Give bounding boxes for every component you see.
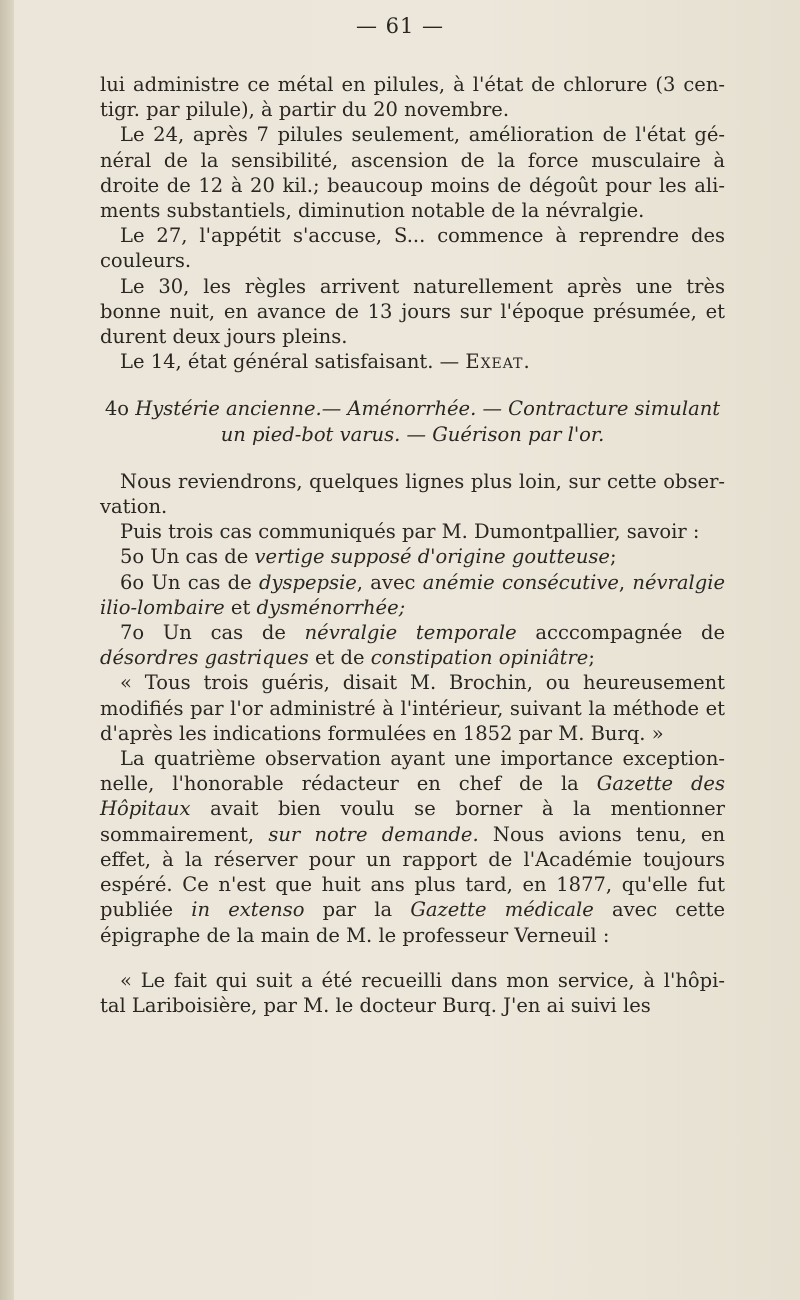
page-text (100, 72, 725, 1018)
italic-run: Gazette médicale (410, 898, 594, 922)
text-run: avait bien voulu se borner à la mentionner sommairement, (100, 797, 725, 846)
page-number: — 61 — (355, 14, 445, 38)
text-run: , (618, 570, 633, 594)
case-item-5 (100, 544, 725, 569)
italic-run: dysménorrhée; (256, 595, 406, 619)
paragraph: Le 27, l'appétit s'accuse, S... commence à reprendre des couleurs. (100, 224, 725, 273)
text-run: 5o Un cas de (120, 545, 255, 569)
paragraph: Le 24, après 7 pilules seulement, amélioration de l'état gé- néral de la sensibilité, ascension de la force musculaire à droite de 12 à 20 kil.; beaucoup moins de dégoût pour les ali- ments substantiels, diminution notable de la névralgie. (100, 123, 725, 223)
text-run: 6o Un cas de (120, 570, 259, 594)
quotation: « Le fait qui suit a été recueilli dans mon service, à l'hôpi- tal Lariboisière, par M. le docteur Burq. J'en ai suivi les (100, 968, 725, 1017)
text-run: 7o Un cas de (120, 621, 305, 645)
text-run: Le 14, état général satisfaisant. — (120, 350, 466, 374)
exeat-word: Exeat. (465, 350, 531, 374)
case-heading (100, 396, 725, 446)
paragraph: Nous reviendrons, quelques lignes plus loin, sur cette obser- vation. (100, 469, 725, 519)
paragraph (100, 349, 725, 374)
quotation: « Tous trois guéris, disait M. Brochin, ou heureusement modifiés par l'or administré à l'intérieur, suivant la méthode et d'après les indications formulées en 1852 par M. Burq. » (100, 671, 725, 745)
italic-run: Gazette des Hôpitaux (100, 772, 725, 821)
case-item-6 (100, 570, 725, 620)
italic-run: anémie consécutive (422, 570, 619, 594)
italic-run: vertige supposé d'origine goutteuse (254, 545, 610, 569)
italic-run: in extenso (191, 898, 305, 922)
italic-run: désordres gastriques (100, 646, 309, 670)
page-binding-edge (0, 0, 14, 1300)
text-run: Nous avions tenu, en effet, à la réserver pour un rapport de l'Académie toujours espéré. Ce n'est que huit ans plus tard, en 1877, qu'elle fut publiée (100, 822, 726, 922)
italic-run: constipation opiniâtre (370, 646, 589, 670)
paragraph: lui administre ce métal en pilules, à l'état de chlorure (3 cen- tigr. par pilule), à partir du 20 novembre. (100, 73, 725, 122)
text-run: et (224, 595, 257, 619)
case-title-line-2: un pied-bot varus. — Guérison par l'or. (220, 422, 605, 446)
case-item-7 (100, 620, 725, 670)
text-run: ; (609, 545, 617, 569)
italic-run: sur notre demande. (268, 822, 479, 846)
text-run: acccompagnée de (516, 621, 725, 645)
paragraph: Le 30, les règles arrivent naturellement après une très bonne nuit, en avance de 13 jours sur l'époque présumée, et durent deux jours pleins. (100, 274, 725, 349)
text-run: avec cette épigraphe de la main de M. le professeur Verneuil : (100, 898, 725, 947)
paragraph: Puis trois cas communiqués par M. Dumontpallier, savoir : (120, 520, 700, 544)
italic-run: névralgie ilio-lombaire (100, 570, 725, 619)
text-run: , avec (356, 570, 423, 594)
paragraph (100, 746, 725, 948)
case-number: 4o (104, 397, 136, 421)
italic-run: névralgie temporale (304, 621, 517, 645)
text-run: par la (304, 898, 411, 922)
text-run: La quatrième observation ayant une importance exception- nelle, l'honorable rédacteur en chef de la (100, 747, 725, 796)
text-run: et de (308, 646, 371, 670)
italic-run: dyspepsie (258, 570, 357, 594)
case-title-line-1: Hystérie ancienne.— Aménorrhée. — Contracture simulant (135, 397, 721, 421)
text-run: ; (588, 646, 595, 670)
